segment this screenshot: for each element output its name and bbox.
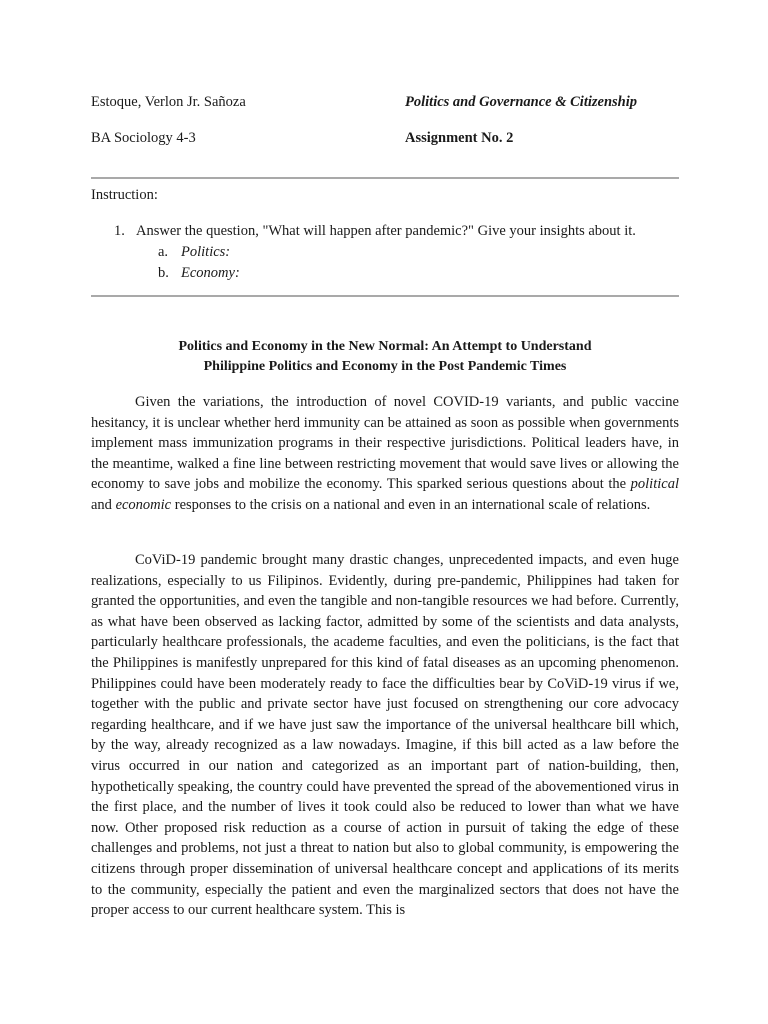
- p1-text-3: responses to the crisis on a national and even in an international scale of relations.: [171, 496, 651, 513]
- p1-text-2: and: [91, 496, 116, 513]
- instruction-label: Instruction:: [91, 187, 158, 203]
- essay-title-line-2: Philippine Politics and Economy in the Post Pandemic Times: [203, 359, 567, 374]
- divider-top: [91, 177, 679, 179]
- instruction-item-text: Answer the question, "What will happen after pandemic?" Give your insights about it.: [136, 223, 636, 239]
- essay-paragraph-2: CoViD-19 pandemic brought many drastic changes, unprecedented impacts, and even huge realizations, especially to us Filipinos. Evidently, during pre-pandemic, Philippines had taken for granted the opportunities, and even the tangible and non-tangible resources we had before. Currently, as what have been observed as lacking factor, admitted by some of the scientists and data analysts, particularly healthcare professionals, the academe faculties, and even the politicians, is the fact that the Philippines is manifestly unprepared for this kind of fatal diseases as an upcoming phenomenon. Philippines could have been moderately ready to face the difficulties bear by CoViD-19 virus if we, together with the public and private sector have just focused on strengthening our core advocacy regarding healthcare, and if we have just saw the importance of the universal healthcare bill which, by the way, already recognized as a law nowadays. Imagine, if this bill acted as a law before the virus occurred in our nation and categorized as an important part of nation-building, then, hypothetically speaking, the country could have prevented the spread of the abovementioned virus in the first place, and the number of lives it took could also be reduced to lower than what we have now. Other proposed risk reduction as a course of action in pursuit of taking the edge of these challenges and problems, not just a threat to nation but also to global community, is empowering the citizens through proper dissemination of universal healthcare concept and applications of its merits to the community, especially the patient and even the marginalized sectors that does not have the proper access to our current healthcare system. This is: [91, 552, 679, 919]
- essay-paragraph-1: [91, 392, 679, 516]
- essay-title-line-1: Politics and Economy in the New Normal: An Attempt to Understand: [178, 339, 592, 354]
- sub-item-letter-a: a.: [158, 244, 169, 260]
- section-label: BA Sociology 4-3: [91, 130, 196, 146]
- p1-emphasis-economic: economic: [115, 496, 172, 513]
- sub-item-politics: Politics:: [181, 244, 231, 260]
- p1-text-1: Given the variations, the introduction of novel COVID-19 variants, and public vaccine hesitancy, it is unclear whether herd immunity can be attained as soon as possible when governments implement mass immunization programs in their respective jurisdictions. Political leaders have, in the meantime, walked a fine line between restricting movement that would save lives or allowing the economy to save jobs and mobilize the economy. This sparked serious questions about the: [91, 394, 679, 493]
- author-name: Estoque, Verlon Jr. Sañoza: [91, 94, 246, 110]
- instruction-item-number: 1.: [114, 223, 125, 239]
- sub-item-economy: Economy:: [181, 265, 240, 281]
- assignment-label: Assignment No. 2: [405, 130, 514, 146]
- p1-emphasis-political: political: [630, 476, 679, 493]
- sub-item-letter-b: b.: [158, 265, 169, 281]
- divider-bottom: [91, 295, 679, 297]
- course-title: Politics and Governance & Citizenship: [405, 94, 638, 110]
